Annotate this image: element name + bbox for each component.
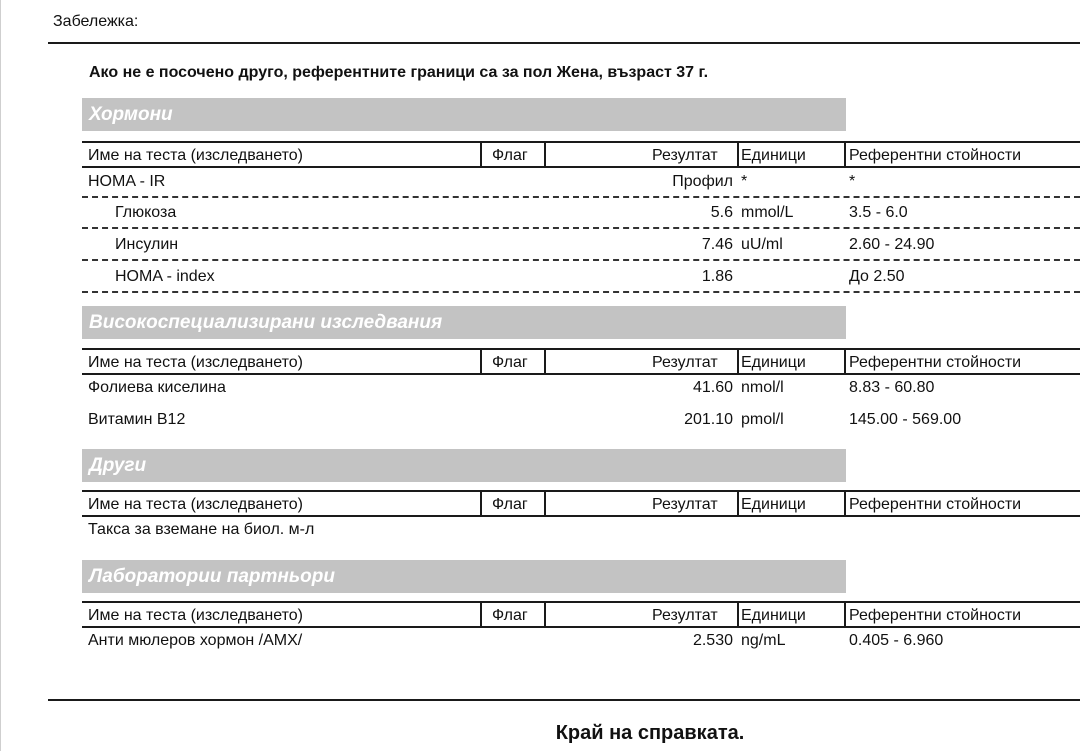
column-divider xyxy=(480,350,482,373)
test-units: mmol/L xyxy=(741,204,794,221)
header-reference: Референтни стойности xyxy=(849,607,1022,624)
table-row xyxy=(82,167,1080,198)
test-name: Инсулин xyxy=(115,236,179,253)
column-divider xyxy=(737,492,739,515)
column-divider xyxy=(544,603,546,626)
test-name: Витамин B12 xyxy=(88,411,186,428)
test-name: HOMA - index xyxy=(115,268,215,285)
test-reference: 3.5 - 6.0 xyxy=(849,204,908,221)
header-name: Име на теста (изследването) xyxy=(88,496,303,513)
table-header xyxy=(82,141,1080,168)
test-units: * xyxy=(741,173,748,190)
test-name: Такса за вземане на биол. м-л xyxy=(88,521,315,538)
header-units: Единици xyxy=(741,354,806,371)
table-row xyxy=(82,373,1080,404)
test-reference: 0.405 - 6.960 xyxy=(849,632,944,649)
header-name: Име на теста (изследването) xyxy=(88,147,303,164)
header-units: Единици xyxy=(741,147,806,164)
header-result: Резултат xyxy=(652,354,718,371)
column-divider xyxy=(844,350,846,373)
test-units: pmol/l xyxy=(741,411,784,428)
test-reference: До 2.50 xyxy=(849,268,905,285)
header-reference: Референтни стойности xyxy=(849,147,1022,164)
header-flag: Флаг xyxy=(492,147,528,164)
section-title-partner-labs: Лаборатории партньори xyxy=(82,560,846,593)
test-result: 5.6 xyxy=(710,204,733,221)
note-label: Забележка: xyxy=(53,13,139,30)
column-divider xyxy=(844,492,846,515)
test-result: 2.530 xyxy=(692,632,733,649)
test-name: Анти мюлеров хормон /AMX/ xyxy=(88,632,303,649)
header-name: Име на теста (изследването) xyxy=(88,607,303,624)
table-row xyxy=(82,405,1080,436)
end-of-report: Край на справката. xyxy=(555,722,745,744)
header-units: Единици xyxy=(741,607,806,624)
column-divider xyxy=(737,143,739,166)
test-units: ng/mL xyxy=(741,632,786,649)
section-title-other: Други xyxy=(82,449,846,482)
table-row xyxy=(82,262,1080,293)
test-name: Фолиева киселина xyxy=(88,379,226,396)
table-header xyxy=(82,490,1080,517)
column-divider xyxy=(480,492,482,515)
header-result: Резултат xyxy=(652,147,718,164)
column-divider xyxy=(544,492,546,515)
section-title-hormones: Хормони xyxy=(82,98,846,131)
test-result: Профил xyxy=(672,173,733,190)
test-result: 41.60 xyxy=(692,379,733,396)
header-name: Име на теста (изследването) xyxy=(88,354,303,371)
test-reference: 145.00 - 569.00 xyxy=(849,411,962,428)
column-divider xyxy=(844,603,846,626)
bottom-divider xyxy=(48,699,1080,701)
test-result: 201.10 xyxy=(684,411,733,428)
test-name: Глюкоза xyxy=(115,204,177,221)
header-result: Резултат xyxy=(652,607,718,624)
header-reference: Референтни стойности xyxy=(849,496,1022,513)
reference-note: Ако не е посочено друго, референтните граници са за пол Жена, възраст 37 г. xyxy=(89,64,709,81)
column-divider xyxy=(737,350,739,373)
header-result: Резултат xyxy=(652,496,718,513)
column-divider xyxy=(480,603,482,626)
section-title-specialized: Високоспециализирани изследвания xyxy=(82,306,846,339)
column-divider xyxy=(480,143,482,166)
test-units: nmol/l xyxy=(741,379,784,396)
column-divider xyxy=(844,143,846,166)
header-flag: Флаг xyxy=(492,354,528,371)
test-reference: 2.60 - 24.90 xyxy=(849,236,935,253)
test-reference: * xyxy=(849,173,856,190)
header-units: Единици xyxy=(741,496,806,513)
header-reference: Референтни стойности xyxy=(849,354,1022,371)
column-divider xyxy=(544,143,546,166)
column-divider xyxy=(544,350,546,373)
test-reference: 8.83 - 60.80 xyxy=(849,379,935,396)
header-flag: Флаг xyxy=(492,607,528,624)
table-row xyxy=(82,198,1080,229)
page-edge xyxy=(0,0,1,751)
test-result: 1.86 xyxy=(701,268,733,285)
top-divider xyxy=(48,42,1080,44)
table-header xyxy=(82,601,1080,628)
column-divider xyxy=(737,603,739,626)
test-units: uU/ml xyxy=(741,236,783,253)
table-row xyxy=(82,515,1080,546)
header-flag: Флаг xyxy=(492,496,528,513)
table-row xyxy=(82,230,1080,261)
test-result: 7.46 xyxy=(701,236,733,253)
test-name: HOMA - IR xyxy=(88,173,166,190)
table-row xyxy=(82,626,1080,657)
table-header xyxy=(82,348,1080,375)
